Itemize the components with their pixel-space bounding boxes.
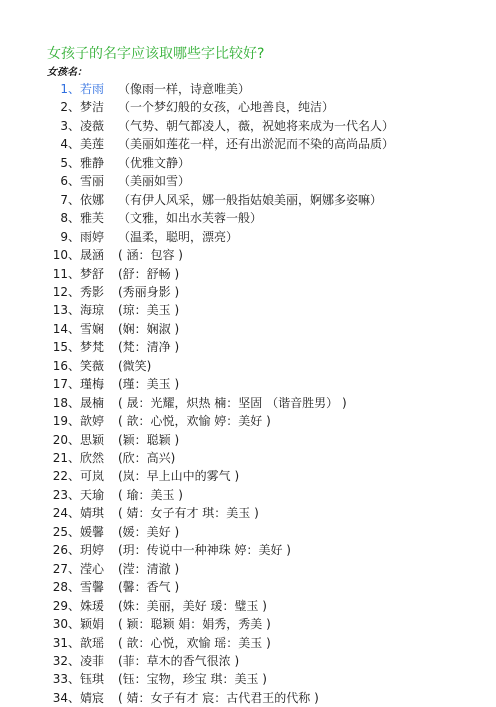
list-item [0,394,496,412]
item-name: 歆瑶 [80,635,105,650]
list-item [0,578,496,596]
item-name: 天瑜 [80,487,105,502]
item-description: ( 颖：聪颖 娟：娟秀，秀美 ) [118,617,271,632]
item-description: ( 歆：心悦，欢愉 瑶：美玉 ) [118,635,271,650]
item-number: 22、 [52,469,80,484]
item-name: 滢心 [80,561,105,576]
list-item [0,135,496,153]
item-description: （美丽如莲花一样，还有出淤泥而不染的高尚品质） [118,137,395,152]
item-number: 31、 [52,635,80,650]
item-name: 海琼 [80,303,105,318]
item-description: （一个梦幻般的女孩，心地善良，纯洁） [118,100,335,115]
item-name: 凌菲 [80,653,105,668]
item-number: 28、 [52,580,80,595]
list-item [0,541,496,559]
item-name: 欣然 [80,451,105,465]
item-name: 梦洁 [80,100,105,115]
list-item [0,228,496,246]
item-number: 23、 [52,487,80,502]
item-description: (琼：美玉 ) [118,303,180,318]
item-number: 29、 [52,598,80,613]
item-number: 26、 [52,543,80,558]
list-item [0,615,496,633]
item-description: ( 婧：女子有才 宸：古代君王的代称 ) [118,690,319,705]
item-description: (媛：美好 ) [118,524,180,539]
item-description: (滢：清澈 ) [118,561,180,576]
item-description: （像雨一样，诗意唯美） [118,82,251,96]
item-number: 15、 [52,340,80,355]
item-description: (梵：清净 ) [118,340,180,355]
item-number: 30、 [52,617,80,632]
list-item [0,597,496,615]
list-item [0,467,496,485]
item-number: 20、 [52,432,80,447]
list-item [0,431,496,449]
item-description: (欣：高兴) [118,451,176,465]
item-number: 5、 [60,155,80,170]
list-item [0,154,496,172]
item-name: 笑薇 [80,358,105,373]
item-description: （气势、朝气都凌人，薇，祝她将来成为一代名人） [118,118,395,133]
item-description: (钰：宝物，珍宝 琪：美玉 ) [118,672,267,687]
item-description: ( 歆：心悦，欢愉 婷：美好 ) [118,414,271,429]
list-item [0,265,496,283]
item-name: 钰琪 [80,672,105,687]
item-number: 8、 [60,211,80,226]
list-item [0,172,496,190]
list-item [0,338,496,356]
item-number: 33、 [52,672,80,687]
item-number: 32、 [52,653,80,668]
list-item [0,523,496,541]
item-number: 3、 [60,118,80,133]
list-item [0,209,496,227]
list-item [0,375,496,393]
item-description: （文雅，如出水芙蓉一般） [118,211,263,226]
list-item [0,412,496,430]
item-name: 歆婷 [80,414,105,429]
list-item [0,117,496,135]
item-description: (颖：聪颖 ) [118,432,180,447]
item-number: 21、 [52,451,80,465]
item-number: 6、 [60,174,80,189]
item-description: （美丽如雪） [118,174,191,189]
item-number: 9、 [60,229,80,244]
page-title: 女孩子的名字应该取哪些字比较好? [47,46,265,62]
item-number: 11、 [52,266,80,281]
item-name: 梦梵 [80,340,105,355]
list-item [0,560,496,578]
item-name: 婧琪 [80,506,105,521]
list-item [0,246,496,264]
item-description: (瑾：美玉 ) [118,377,180,392]
item-number: 17、 [52,377,80,392]
item-description: ( 涵：包容 ) [118,248,183,263]
item-name: 颖娟 [80,617,105,632]
item-description: (微笑) [118,358,152,373]
item-name: 玥婷 [80,543,105,558]
item-name: 雪娴 [80,321,105,336]
item-name: 美莲 [80,137,105,152]
section-label: 女孩名： [47,67,87,78]
item-number: 14、 [52,321,80,336]
item-name: 雅静 [80,155,105,170]
item-name: 晟涵 [80,248,105,263]
item-description: （温柔，聪明，漂亮） [118,229,239,244]
item-name: 雪馨 [80,580,105,595]
item-number: 16、 [52,358,80,373]
item-number: 34、 [52,690,80,705]
item-number: 7、 [60,192,80,207]
list-item [0,670,496,688]
item-description: ( 晟：光耀，炽热 楠：坚固 （谐音胜男） ) [118,395,347,410]
item-description: ( 婧：女子有才 琪：美玉 ) [118,506,259,521]
item-description: (秀丽身影 ) [118,284,180,299]
list-item [0,652,496,670]
item-description: (菲：草木的香气很浓 ) [118,653,240,668]
item-description: (娴：娴淑 ) [118,321,180,336]
list-item [0,357,496,375]
item-number: 18、 [52,395,80,410]
item-name: 瑾梅 [80,377,105,392]
item-number: 13、 [52,303,80,318]
item-name: 雅芙 [80,211,105,226]
list-item [0,634,496,652]
item-number: 2、 [60,100,80,115]
list-item [0,320,496,338]
item-name: 依娜 [80,192,105,207]
item-description: (姝：美丽，美好 瑗：璧玉 ) [118,598,267,613]
item-number: 4、 [60,137,80,152]
item-name: 雨婷 [80,229,105,244]
item-description: （有伊人风采，娜一般指姑娘美丽，婀娜多姿嘛） [118,192,383,207]
item-description: (舒：舒畅 ) [118,266,180,281]
item-name: 晟楠 [80,395,105,410]
item-number: 25、 [52,524,80,539]
item-description: (岚：早上山中的雾气 ) [118,469,240,484]
item-name: 梦舒 [80,266,105,281]
item-name: 秀影 [80,284,105,299]
list-item [0,301,496,319]
list-item [0,449,496,467]
item-description: (馨：香气 ) [118,580,180,595]
item-number: 19、 [52,414,80,429]
item-description: ( 瑜：美玉 ) [118,487,183,502]
item-number: 1、 [60,82,80,96]
item-number: 27、 [52,561,80,576]
item-number: 24、 [52,506,80,521]
item-name: 婧宸 [80,690,105,705]
item-description: (玥：传说中一种神珠 婷：美好 ) [118,543,291,558]
item-name: 若雨 [80,82,105,96]
list-item [0,504,496,522]
item-name: 凌薇 [80,118,105,133]
item-number: 10、 [52,248,80,263]
item-number: 12、 [52,284,80,299]
item-name: 媛馨 [80,524,105,539]
list-item [0,283,496,301]
list-item [0,98,496,116]
list-item [0,689,496,707]
item-name: 可岚 [80,469,105,484]
item-name: 姝瑗 [80,598,105,613]
list-item [0,486,496,504]
list-item [0,191,496,209]
item-description: （优雅文静） [118,155,191,170]
item-name: 思颖 [80,432,105,447]
item-name: 雪丽 [80,174,105,189]
list-item [0,80,496,98]
